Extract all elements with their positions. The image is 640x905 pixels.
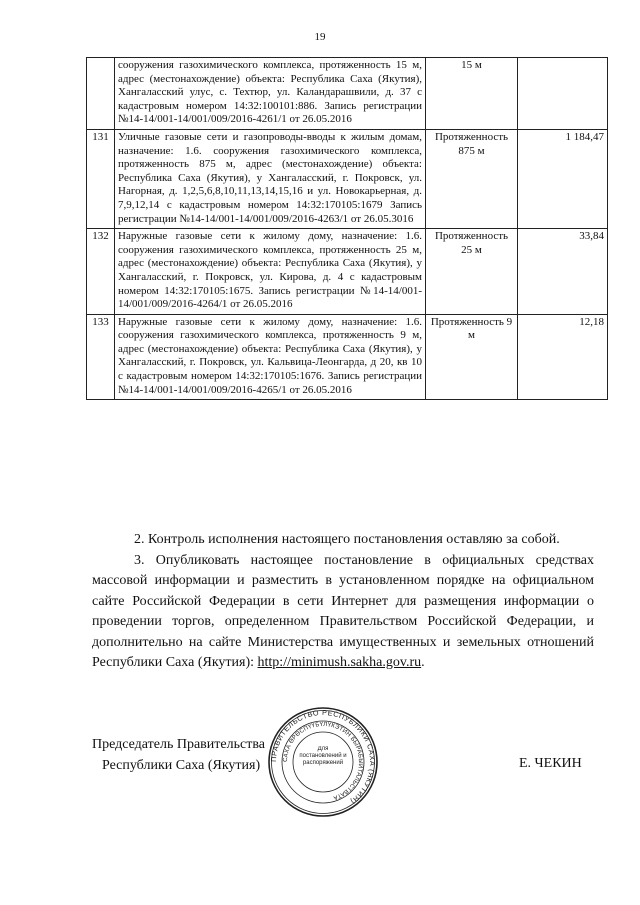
paragraph-3-text: 3. Опубликовать настоящее постановление в официальных средствах массовой информации и разместить в установленном порядке на официальном сайте Российской Федерации в сети Интернет для размещения информации о проведении торгов, определенном Правительством Российской Федерации, и дополнительно на сайте Министерства имущественных и земельных отношений Республики Саха (Якутия): — [92, 552, 594, 670]
paragraph-3-end: . — [421, 655, 425, 670]
table-row — [87, 229, 608, 315]
row-description: Уличные газовые сети и газопроводы-вводы к жилым домам, назначение: 1.6. сооружения газохимического комплекса, протяженность 875 м, адрес (местонахождение) объекта: Республика Саха (Якутия), у Хангаласский, г. Покровск, ул. Нагорная, д. 1,2,5,6,8,10,11,13,14,15,16 и ул. Новокарьерная, д. 7,9,12,14 с кадастровым номером 14:32:170105:1679 Запись регистрации №14-14/001-14/001/009/2016-4263/1 от 26.05.3016 — [115, 129, 426, 228]
seal-center-text: Для постановлений и распоряжений — [299, 746, 347, 766]
paragraph-3 — [92, 551, 594, 674]
seal-outer-text: ПРАВИТЕЛЬСТВО РЕСПУБЛИКИ САХА (ЯКУТИЯ) — [268, 707, 378, 807]
row-value: 33,84 — [518, 229, 608, 315]
row-number: 132 — [87, 229, 115, 315]
resolution-paragraphs — [92, 530, 594, 674]
row-number: 131 — [87, 129, 115, 228]
ministry-site-link[interactable]: http://minimush.sakha.gov.ru — [257, 655, 422, 670]
row-number: 133 — [87, 314, 115, 400]
official-seal — [267, 706, 379, 818]
signatory-title-line-1: Председатель Правительства — [92, 737, 265, 752]
row-number — [87, 58, 115, 130]
row-description: Наружные газовые сети к жилому дому, назначение: 1.6. сооружения газохимического комплекса, протяженность 25 м, адрес (местонахождение) объекта: Республика Саха (Якутия), у Хангаласский, г. Покровск, ул. Кирова, д. 4 с кадастровым номером 14:32:170105:1675. Запись регистрации №14-14/001-14/001/009/2016-4264/1 от 26.05.2016 — [115, 229, 426, 315]
page-number: 19 — [314, 31, 326, 43]
row-value — [518, 58, 608, 130]
row-value: 12,18 — [518, 314, 608, 400]
row-description: сооружения газохимического комплекса, протяженность 15 м, адрес (местонахождение) объекта: Республика Саха (Якутия), Хангаласский улус, с. Техтюр, ул. Каландарашвили, д. 37 с кадастровым номером 14:32:100101:886. Запись регистрации №14-14/001-14/001/009/2016-4261/1 от 26.05.2016 — [115, 58, 426, 130]
signatory-title-line-2: Республики Саха (Якутия) — [102, 757, 261, 773]
paragraph-2: 2. Контроль исполнения настоящего постановления оставляю за собой. — [134, 532, 560, 547]
row-length: Протяженность 25 м — [426, 229, 518, 315]
row-value: 1 184,47 — [518, 129, 608, 228]
row-length: Протяженность 9 м — [426, 314, 518, 400]
table-row — [87, 314, 608, 400]
table-row — [87, 58, 608, 130]
row-description: Наружные газовые сети к жилому дому, назначение: 1.6. сооружения газохимического комплекса, протяженность 9 м, адрес (местонахождение) объекта: Республика Саха (Якутия), у Хангаласский, г. Покровск, ул. Кальвица-Леонгарда, д 20, кв 10 с кадастровым номером 14:32:170105:1676. Запись регистрации №14-14/001-14/001/009/2016-4265/1 от 26.05.2016 — [115, 314, 426, 400]
row-length: 15 м — [426, 58, 518, 130]
row-length: Протяженность 875 м — [426, 129, 518, 228]
table-row — [87, 129, 608, 228]
signatory-name: Е. ЧЕКИН — [519, 756, 582, 771]
signatory-title — [92, 735, 265, 776]
seal-inner-text: САХА ӨРӨСПҮҮБҮЛҮКЭТИН БЫРАБЫЙТАЛЬСТВАТА — [282, 721, 364, 801]
property-table — [86, 57, 608, 400]
